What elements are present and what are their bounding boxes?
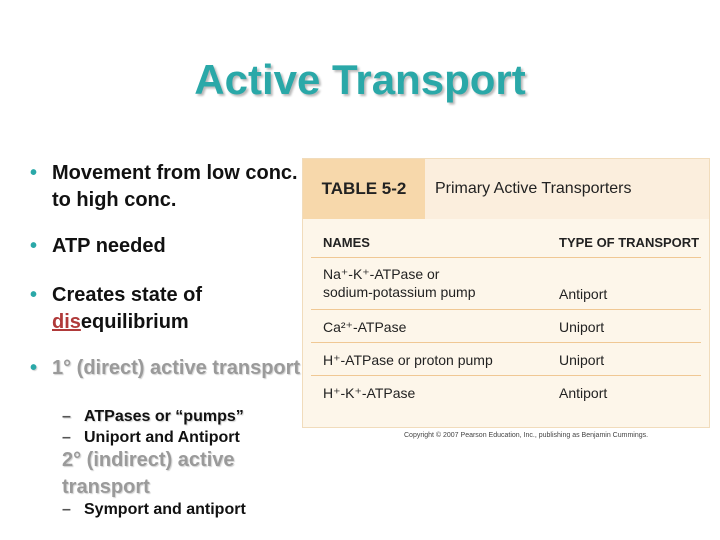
dash-icon: – bbox=[62, 408, 71, 425]
sub-bullet-text: Uniport and Antiport bbox=[84, 429, 240, 446]
sub-bullet-text: Symport and antiport bbox=[84, 501, 246, 518]
column-header-names: NAMES bbox=[323, 235, 370, 250]
dash-icon: – bbox=[62, 429, 71, 446]
bullet-primary-transport bbox=[24, 355, 304, 382]
copyright-note: Copyright © 2007 Pearson Education, Inc., publishing as Benjamin Cummings. bbox=[404, 432, 649, 439]
bullet-text: ATP needed bbox=[52, 235, 166, 257]
bullet-text: 1° (direct) active transport bbox=[52, 357, 301, 379]
table-caption: Primary Active Transporters bbox=[425, 159, 709, 219]
row-1-type: Antiport bbox=[559, 286, 608, 302]
bullet-text: Movement from low conc. to high conc. bbox=[52, 162, 298, 211]
sub-bullet-atpases bbox=[62, 407, 304, 427]
row-2-name: Ca²⁺-ATPase bbox=[323, 319, 407, 335]
bullet-dot-icon: • bbox=[30, 284, 38, 306]
sub-bullet-symport bbox=[62, 500, 324, 520]
row-1-name bbox=[323, 265, 476, 301]
column-header-type: TYPE OF TRANSPORT bbox=[559, 235, 700, 250]
bullet-atp bbox=[24, 233, 304, 260]
table-divider bbox=[311, 375, 701, 376]
bullet-dot-icon: • bbox=[30, 357, 38, 379]
bullet-text: 2° (indirect) active transport bbox=[62, 449, 235, 498]
bullet-text-prefix: Creates state of bbox=[52, 284, 203, 306]
row-3-name: H⁺-ATPase or proton pump bbox=[323, 352, 493, 368]
row-4-name: H⁺-K⁺-ATPase bbox=[323, 385, 416, 401]
table-divider bbox=[311, 309, 701, 310]
slide-title: Active Transport bbox=[194, 56, 526, 103]
row-2-type: Uniport bbox=[559, 319, 605, 335]
row-4-type: Antiport bbox=[559, 385, 608, 401]
bullet-dot-icon: • bbox=[30, 162, 38, 184]
row-1-name-line1: Na⁺-K⁺-ATPase or bbox=[323, 266, 440, 282]
table-divider bbox=[311, 257, 701, 258]
bullet-dot-icon: • bbox=[30, 235, 38, 257]
row-3-type: Uniport bbox=[559, 352, 605, 368]
table-label: TABLE 5-2 bbox=[303, 159, 425, 219]
transporters-table bbox=[302, 158, 710, 428]
bullet-text-suffix: equilibrium bbox=[80, 311, 189, 333]
bullet-disequilibrium bbox=[24, 282, 304, 336]
bullet-secondary-transport bbox=[34, 447, 284, 501]
sub-bullet-uniport-antiport bbox=[62, 428, 324, 448]
bullet-text-underlined: dis bbox=[52, 311, 81, 333]
table-divider bbox=[311, 342, 701, 343]
dash-icon: – bbox=[62, 501, 71, 518]
bullet-movement bbox=[24, 160, 304, 214]
row-1-name-line2: sodium-potassium pump bbox=[323, 284, 476, 300]
sub-bullet-text: ATPases or “pumps” bbox=[84, 408, 244, 425]
